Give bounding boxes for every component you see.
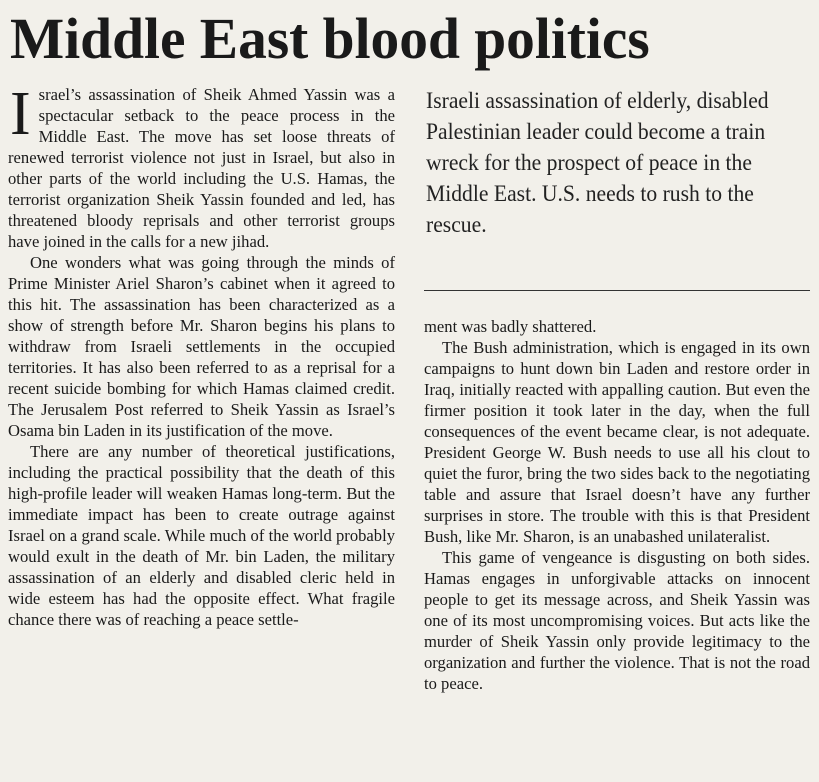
drop-cap: I (10, 80, 31, 148)
headline: Middle East blood politics (10, 6, 650, 71)
paragraph-1 (8, 80, 395, 252)
article-column-right (424, 316, 810, 694)
pull-quote: Israeli assassination of elderly, disabled Palestinian leader could become a train wreck for the prospect of peace in the Middle East. U.S. needs to rush to the rescue. (426, 88, 769, 238)
paragraph-1-text: srael’s assassination of Sheik Ahmed Yassin was a spectacular setback to the peace process in the Middle East. The move has set loose threats of renewed terrorist violence not just in Israel, but also in other parts of the world including the U.S. Hamas, the terrorist organization Sheik Yassin founded and led, has threatened bloody reprisals and other terrorist groups have joined in the calls for a new jihad. (8, 85, 395, 251)
article-column-left (8, 80, 395, 630)
paragraph-continuation: ment was badly shattered. (424, 317, 597, 336)
paragraph-2: One wonders what was going through the minds of Prime Minister Ariel Sharon’s cabinet when it agreed to this hit. The assassination has been characterized as a show of strength before Mr. Sharon begins his plans to withdraw from Israeli settlements in the occupied territories. It has also been referred to as a reprisal for a recent suicide bombing for which Hamas claimed credit. The Jerusalem Post referred to Sheik Yassin as Israel’s Osama bin Laden in its justification of the move. (8, 253, 395, 440)
paragraph-5: This game of vengeance is disgusting on both sides. Hamas engages in unforgivable attacks on innocent people to get its message across, and Sheik Yassin was one of its most uncompromising voices. But acts like the murder of Sheik Yassin only provide legitimacy to the organization and further the violence. That is not the road to peace. (424, 548, 810, 693)
pull-quote-rule (424, 290, 810, 291)
paragraph-4: The Bush administration, which is engaged in its own campaigns to hunt down bin Laden and restore order in Iraq, initially reacted with appalling caution. But even the firmer position it took later in the day, when the full consequences of the event became clear, is not adequate. President George W. Bush needs to use all his clout to quiet the furor, bring the two sides back to the negotiating table and assure that Israel doesn’t have any further surprises in store. The trouble with this is that President Bush, like Mr. Sharon, is an unabashed unilateralist. (424, 338, 810, 546)
paragraph-3: There are any number of theoretical justifications, including the practical possibility that the death of this high-profile leader will weaken Hamas long-term. But the immediate impact has been to create outrage against Israel on a grand scale. While much of the world probably would exult in the death of Mr. bin Laden, the military assassination of an elderly and disabled cleric held in wide esteem has had the opposite effect. What fragile chance there was of reaching a peace settle- (8, 442, 395, 629)
